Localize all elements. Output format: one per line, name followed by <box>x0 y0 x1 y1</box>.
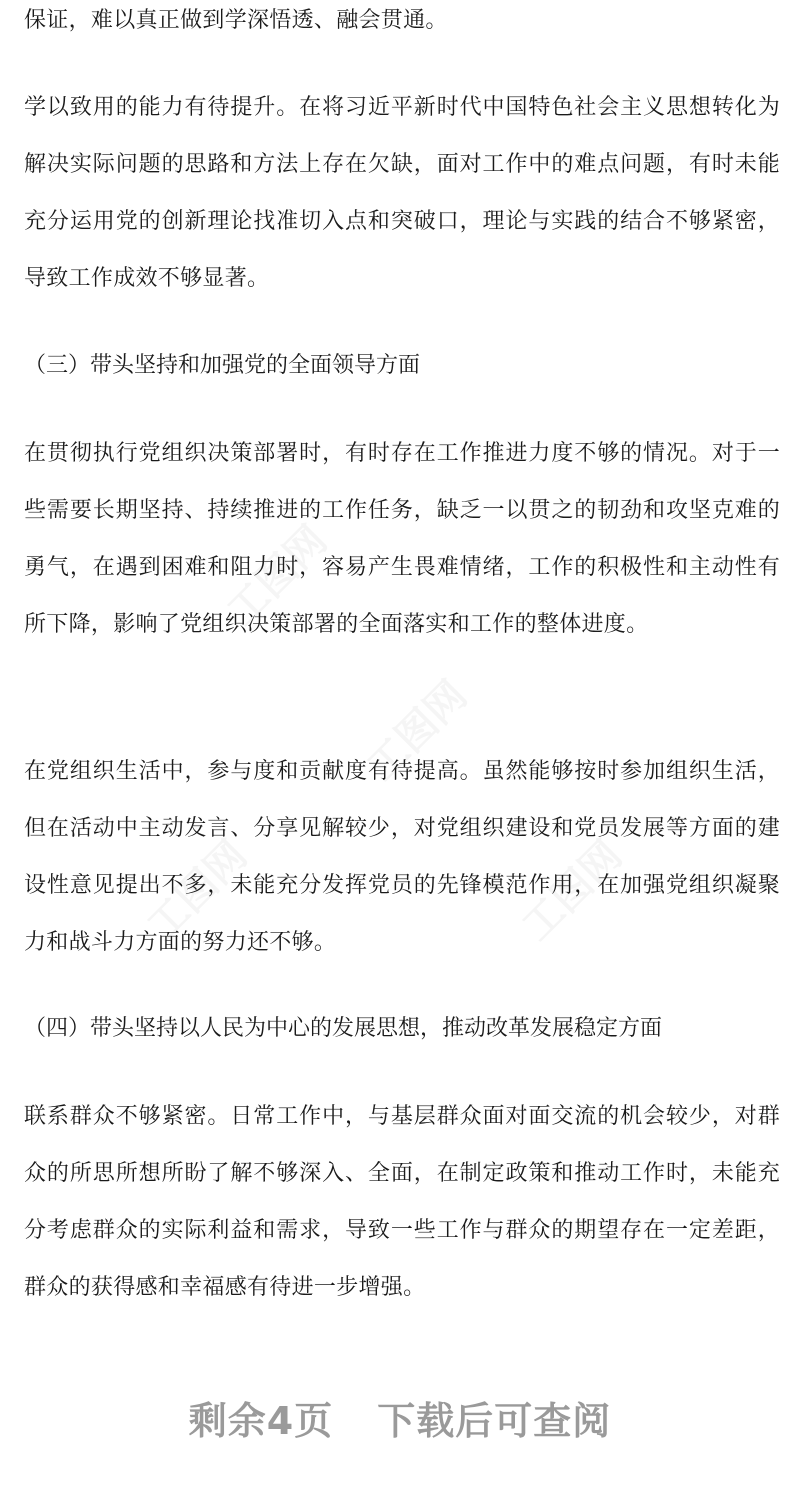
watermark: 工图网 <box>358 672 477 790</box>
paragraph: 在党组织生活中，参与度和贡献度有待提高。虽然能够按时参加组织生活，但在活动中主动发言、分享见解较少，对党组织建设和党员发展等方面的建设性意见提出不多，未能充分发挥党员的先锋模范作用，在加强党组织凝聚力和战斗力方面的努力还不够。 <box>24 759 780 955</box>
paragraph: 保证，难以真正做到学深悟透、融会贯通。 <box>24 8 448 33</box>
watermark: 工图网 <box>138 832 257 950</box>
section-heading: （四）带头坚持以人民为中心的发展思想，推动改革发展稳定方面 <box>24 1016 663 1041</box>
download-prompt <box>0 1390 800 1445</box>
paragraph: 学以致用的能力有待提升。在将习近平新时代中国特色社会主义思想转化为解决实际问题的思路和方法上存在欠缺，面对工作中的难点问题，有时未能充分运用党的创新理论找准切入点和突破口，理论与实践的结合不够紧密，导致工作成效不够显著。 <box>24 95 780 291</box>
download-to-view-label: 下载后可查阅 <box>377 1399 612 1443</box>
paragraph: 在贯彻执行党组织决策部署时，有时存在工作推进力度不够的情况。对于一些需要长期坚持、持续推进的工作任务，缺乏一以贯之的韧劲和攻坚克难的勇气，在遇到困难和阻力时，容易产生畏难情绪，工作的积极性和主动性有所下降，影响了党组织决策部署的全面落实和工作的整体进度。 <box>24 441 780 637</box>
watermark: 工图网 <box>513 832 632 950</box>
remaining-pages-label: 剩余4页 <box>188 1399 334 1443</box>
paragraph: 联系群众不够紧密。日常工作中，与基层群众面对面交流的机会较少，对群众的所思所想所盼了解不够深入、全面，在制定政策和推动工作时，未能充分考虑群众的实际利益和需求，导致一些工作与群众的期望存在一定差距，群众的获得感和幸福感有待进一步增强。 <box>24 1104 780 1300</box>
section-heading: （三）带头坚持和加强党的全面领导方面 <box>24 353 421 378</box>
watermark: 工图网 <box>218 517 337 635</box>
